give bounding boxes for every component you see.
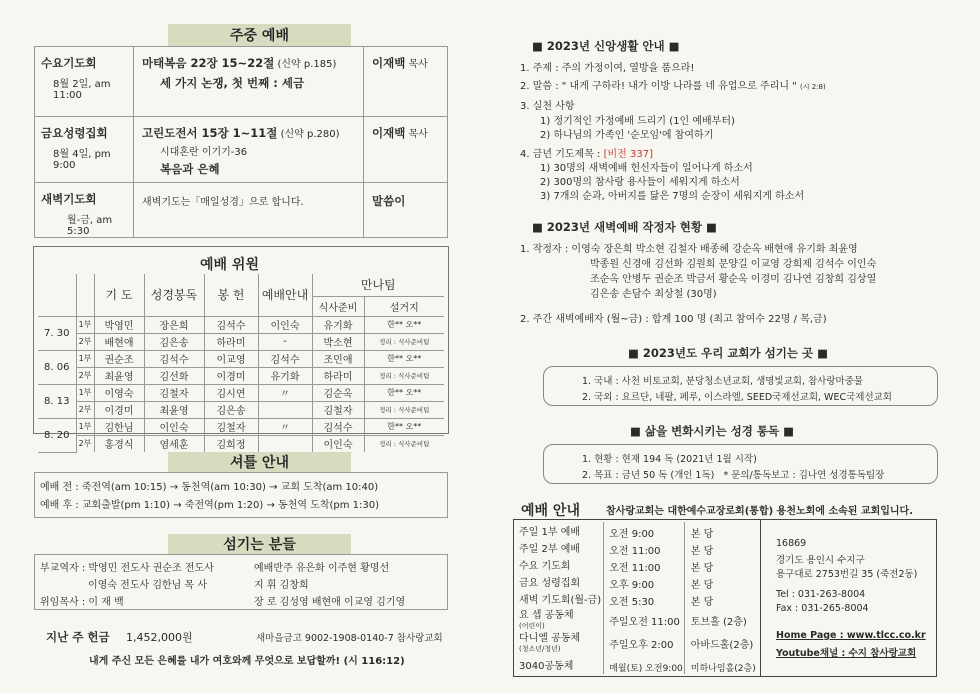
duty-cell: 김석수: [258, 350, 312, 367]
practice-2: 2) 하나님의 가족인 '순모임'에 참여하기: [540, 130, 714, 141]
duty-cell: 한** 오**: [364, 350, 444, 367]
service-time: 8월 4일, pm 9:00: [53, 149, 111, 171]
bible-contact: * 문의/통독보고 : 김나연 성경통독팀장: [723, 470, 885, 481]
duty-cell: 이경미: [94, 401, 144, 418]
prayer-topics: 4. 금년 기도제목 :: [520, 149, 601, 160]
schedule-sub: (어린이): [519, 621, 545, 630]
schedule-sub: (청소년/청년): [519, 644, 561, 653]
duty-cell: 이경미: [204, 367, 258, 384]
bible-title: ■ 삶을 변화시키는 성경 통독 ■: [630, 424, 794, 438]
schedule-name: 주일 1부 예배: [519, 526, 581, 538]
schedule-time: 오후 9:00: [609, 580, 655, 591]
preacher-role: 목사: [408, 129, 428, 140]
duty-cell: 김석수: [204, 316, 258, 333]
schedule-place: 본 당: [690, 546, 714, 557]
duty-cell: 김은송: [144, 333, 204, 350]
duty-cell: 정리 : 식사준비팀: [364, 367, 444, 384]
preacher-role: 목사: [408, 59, 428, 70]
schedule-row: [515, 524, 760, 541]
scripture-ref: (신약 p.185): [277, 59, 337, 70]
schedule-time: 오전 11:00: [609, 546, 661, 557]
duty-cell: 이인숙: [312, 435, 364, 452]
duty-cell: 김시연: [204, 384, 258, 401]
col-fellowship: 만나팀: [312, 274, 444, 296]
col-usher: 예배안내: [258, 274, 312, 316]
series-note: 시대혼란 이기기-36: [160, 147, 248, 158]
duty-cell: 조민애: [312, 350, 364, 367]
schedule-row: [515, 609, 760, 632]
duty-cell: [258, 435, 312, 452]
schedule-place: 토브홀 (2층): [690, 617, 747, 628]
duty-cell: 유기화: [312, 316, 364, 333]
duty-date: 8. 06: [38, 350, 76, 384]
duty-cell: 김석수: [144, 350, 204, 367]
service-part: 2부: [76, 435, 94, 452]
duty-cell: 유기화: [258, 367, 312, 384]
service-name: 금요성령집회: [41, 126, 108, 140]
schedule-place: 본 당: [690, 529, 714, 540]
duty-date: 8. 20: [38, 418, 76, 452]
sermon-title: 복음과 은혜: [160, 162, 220, 176]
schedule-row: [515, 575, 760, 592]
shuttle-header: [168, 452, 351, 472]
service-part: 1부: [76, 350, 94, 367]
youtube-link[interactable]: Youtube채널 : 수지 참사랑교회: [776, 648, 917, 659]
dawn-list-4: 김은송 손담수 최상철 (30명): [590, 289, 717, 300]
bible-status: 1. 현황 : 현재 194 독 (2021년 1월 시작): [582, 454, 757, 465]
duty-cell: 김순옥: [312, 384, 364, 401]
scripture-ref: (신약 p.280): [280, 129, 340, 140]
worship-guide-title: 예배 안내: [521, 503, 580, 519]
duty-cell: 이인숙: [258, 316, 312, 333]
duty-row: [38, 418, 444, 435]
vision-tag: [비전 337]: [603, 149, 653, 160]
duty-cell: 염세훈: [144, 435, 204, 452]
schedule-name: 주일 2부 예배: [519, 543, 581, 555]
schedule-row: [515, 632, 760, 655]
duty-row: [38, 401, 444, 418]
service-part: 1부: [76, 384, 94, 401]
duty-cell: 정리 : 식사준비팀: [364, 401, 444, 418]
schedule-time: 오전 5:30: [609, 597, 655, 608]
col-meal: 식사준비: [312, 296, 364, 316]
duty-row: [38, 367, 444, 384]
schedule-time: 오전 9:00: [609, 529, 655, 540]
duty-table: [38, 274, 444, 453]
duty-cell: 한** 오**: [364, 316, 444, 333]
duty-cell: 최윤영: [94, 367, 144, 384]
duty-cell: 배현애: [94, 333, 144, 350]
schedule-name: 3040공동체: [519, 661, 574, 672]
col-prayer: 기 도: [94, 274, 144, 316]
schedule-name: 새벽 기도회(월-금): [519, 594, 602, 606]
duty-cell: 이영숙: [94, 384, 144, 401]
guide-practice: 3. 실천 사항: [520, 101, 575, 112]
duty-cell: 한** 오**: [364, 384, 444, 401]
schedule-row: [515, 541, 760, 558]
duty-cell: 장은희: [144, 316, 204, 333]
duty-title: 예배 위원: [200, 257, 259, 273]
service-part: 1부: [76, 418, 94, 435]
duty-cell: 〃: [258, 418, 312, 435]
duty-cell: [258, 401, 312, 418]
offering-amount: 1,452,000원: [126, 631, 193, 644]
col-offering: 봉 헌: [204, 274, 258, 316]
elders: 장 로 김성영 배현애 이교영 김기영: [254, 597, 406, 608]
verse: 내게 주신 모든 은혜를 내가 여호와께 무엇으로 보답할까! (시 116:12): [89, 656, 405, 667]
duty-cell: 이교영: [204, 350, 258, 367]
dawn-list-1: 1. 작정자 : 이영숙 장은희 박소현 김철자 배종혜 강순옥 배현애 유기화 최윤영: [520, 244, 858, 255]
weekly-worship-title: 주중 예배: [230, 28, 289, 44]
conductor: 지 휘 김창희: [254, 580, 309, 591]
schedule-place: 본 당: [690, 580, 714, 591]
duty-row: [38, 333, 444, 350]
phone: Tel : 031-263-8004: [776, 589, 866, 600]
duty-row: [38, 316, 444, 333]
zip-code: 16869: [776, 538, 807, 549]
duty-cell: 김철자: [312, 401, 364, 418]
mission-domestic: 1. 국내 : 사천 비토교회, 분당청소년교회, 생명빛교회, 참사랑마중물: [582, 376, 864, 387]
schedule-table: [515, 524, 760, 679]
church-affiliation: 참사랑교회는 대한예수교장로회(통합) 용천노회에 소속된 교회입니다.: [606, 506, 914, 517]
duty-cell: 권순조: [94, 350, 144, 367]
duty-cell: 하라미: [312, 367, 364, 384]
schedule-row: [515, 592, 760, 609]
preacher: 이재백: [372, 126, 406, 140]
dawn-weekly: 2. 주간 새벽예배자 (월~금) : 합계 100 명 (최고 참여수 22명 / 목,금): [520, 314, 827, 325]
duty-cell: 김철자: [204, 418, 258, 435]
service-time: 월-금, am 5:30: [67, 215, 113, 237]
duty-cell: 김선화: [144, 367, 204, 384]
duty-cell: 정리 : 식사준비팀: [364, 333, 444, 350]
duty-row: [38, 435, 444, 452]
schedule-time: 매월(토) 오전9:00: [609, 663, 683, 674]
duty-date: 7. 30: [38, 316, 76, 350]
shuttle-after: 예배 후 : 교회출발(pm 1:10) → 죽전역(pm 1:20) → 동천역 도착(pm 1:30): [40, 500, 380, 511]
duty-cell: 김은송: [204, 401, 258, 418]
schedule-name: 요 셉 공동체: [519, 609, 574, 621]
prayer-3: 3) 7개의 순과, 아버지를 닮은 7명의 순장이 세워지게 하소서: [540, 191, 805, 202]
service-name: 수요기도회: [41, 56, 97, 70]
dawn-note: 새벽기도는「매일성경」으로 합니다.: [142, 197, 304, 208]
guide-title: ■ 2023년 신앙생활 안내 ■: [532, 39, 680, 53]
service-time: 8월 2일, am 11:00: [53, 79, 111, 101]
schedule-place: 본 당: [690, 563, 714, 574]
duty-cell: 김한님: [94, 418, 144, 435]
guide-verse: 2. 말씀 : " 내게 구하라! 내가 이방 나라를 네 유업으로 주리니 ": [520, 81, 797, 92]
duty-cell: 한** 오**: [364, 418, 444, 435]
dawn-title: ■ 2023년 새벽예배 작정자 현황 ■: [532, 220, 717, 234]
accompanists: 예배반주 유은화 이주현 황명선: [254, 563, 390, 574]
duty-date: 8. 13: [38, 384, 76, 418]
duty-cell: -: [258, 333, 312, 350]
preacher: 말씀이: [372, 194, 406, 208]
schedule-place: 아바드홀(2층): [690, 640, 754, 651]
service-part: 2부: [76, 401, 94, 418]
schedule-place: 미하나임홀(2층): [690, 663, 756, 674]
schedule-name: 금요 성령집회: [519, 577, 581, 589]
shuttle-title: 셔틀 안내: [230, 455, 289, 471]
duty-cell: 김석수: [312, 418, 364, 435]
assistant-pastors: 부교역자 : 박영민 전도사 권순조 전도사: [40, 563, 214, 574]
duty-cell: 김희정: [204, 435, 258, 452]
servers-title: 섬기는 분들: [223, 537, 296, 553]
scripture: 마태복음 22장 15~22절: [142, 56, 275, 70]
schedule-time: 주일오후 2:00: [609, 640, 674, 651]
guide-theme: 1. 주제 : 주의 가정이여, 열방을 품으라!: [520, 63, 695, 74]
preacher: 이재백: [372, 56, 406, 70]
service-name: 새벽기도회: [41, 192, 97, 206]
duty-cell: 박소현: [312, 333, 364, 350]
col-dishes: 설거지: [364, 296, 444, 316]
schedule-time: 주일오전 11:00: [609, 617, 680, 628]
col-reading: 성경봉독: [144, 274, 204, 316]
schedule-name: 다니엘 공동체: [519, 632, 581, 644]
schedule-row: [515, 558, 760, 575]
address-2: 용구대로 2753번길 35 (죽전2동): [776, 569, 918, 580]
service-part: 2부: [76, 333, 94, 350]
assistant-pastors-2: 이영숙 전도사 김한님 목 사: [88, 580, 207, 591]
prayer-1: 1) 30명의 새벽예배 헌신자들이 일어나게 하소서: [540, 163, 753, 174]
prayer-2: 2) 300명의 참사랑 용사들이 세워지게 하소서: [540, 177, 740, 188]
scripture: 고린도전서 15장 1~11절: [142, 126, 278, 140]
dawn-list-2: 박종원 신경애 김선화 김원희 문양길 이교영 강희제 김석수 이인숙: [590, 259, 877, 270]
schedule-name: 수요 기도회: [519, 560, 571, 572]
schedule-place: 본 당: [690, 597, 714, 608]
offering-label: 지난 주 헌금: [46, 630, 110, 644]
service-part: 1부: [76, 316, 94, 333]
schedule-time: 오전 11:00: [609, 563, 661, 574]
guide-verse-ref: (시 2:8): [799, 83, 826, 91]
mission-overseas: 2. 국외 : 요르단, 네팔, 페루, 이스라엘, SEED국제선교회, WEC국제선교회: [582, 392, 892, 403]
schedule-row: [515, 655, 760, 679]
weekly-worship-table: [34, 46, 448, 238]
sermon-title: 세 가지 논쟁, 첫 번째 : 세금: [160, 76, 305, 90]
service-part: 2부: [76, 367, 94, 384]
address-1: 경기도 용인시 수지구: [776, 555, 865, 566]
duty-row: [38, 350, 444, 367]
mission-title: ■ 2023년도 우리 교회가 섬기는 곳 ■: [628, 346, 828, 360]
duty-cell: 박영민: [94, 316, 144, 333]
servers-header: [168, 534, 351, 554]
duty-cell: 하라미: [204, 333, 258, 350]
duty-cell: 정리 : 식사준비팀: [364, 435, 444, 452]
weekly-worship-header: [168, 24, 351, 46]
duty-cell: 이인숙: [144, 418, 204, 435]
bible-goal: 2. 목표 : 금년 50 독 (개인 1독): [582, 470, 715, 481]
fax: Fax : 031-265-8004: [776, 603, 869, 614]
dawn-list-3: 조순옥 안병두 권순조 박금서 황순옥 이경미 김나연 김창희 김상열: [590, 274, 877, 285]
offering-account: 새마을금고 9002-1908-0140-7 참사랑교회: [256, 633, 443, 644]
shuttle-before: 예배 전 : 죽전역(am 10:15) → 동천역(am 10:30) → 교회 도착(am 10:40): [40, 482, 379, 493]
senior-pastor: 위임목사 : 이 재 백: [40, 597, 124, 608]
practice-1: 1) 정기적인 가정예배 드리기 (1인 예배부터): [540, 116, 735, 127]
duty-cell: 홍경식: [94, 435, 144, 452]
duty-cell: 최윤영: [144, 401, 204, 418]
duty-cell: 김철자: [144, 384, 204, 401]
duty-row: [38, 384, 444, 401]
duty-cell: 〃: [258, 384, 312, 401]
homepage-link[interactable]: Home Page : www.tlcc.co.kr: [776, 630, 926, 641]
